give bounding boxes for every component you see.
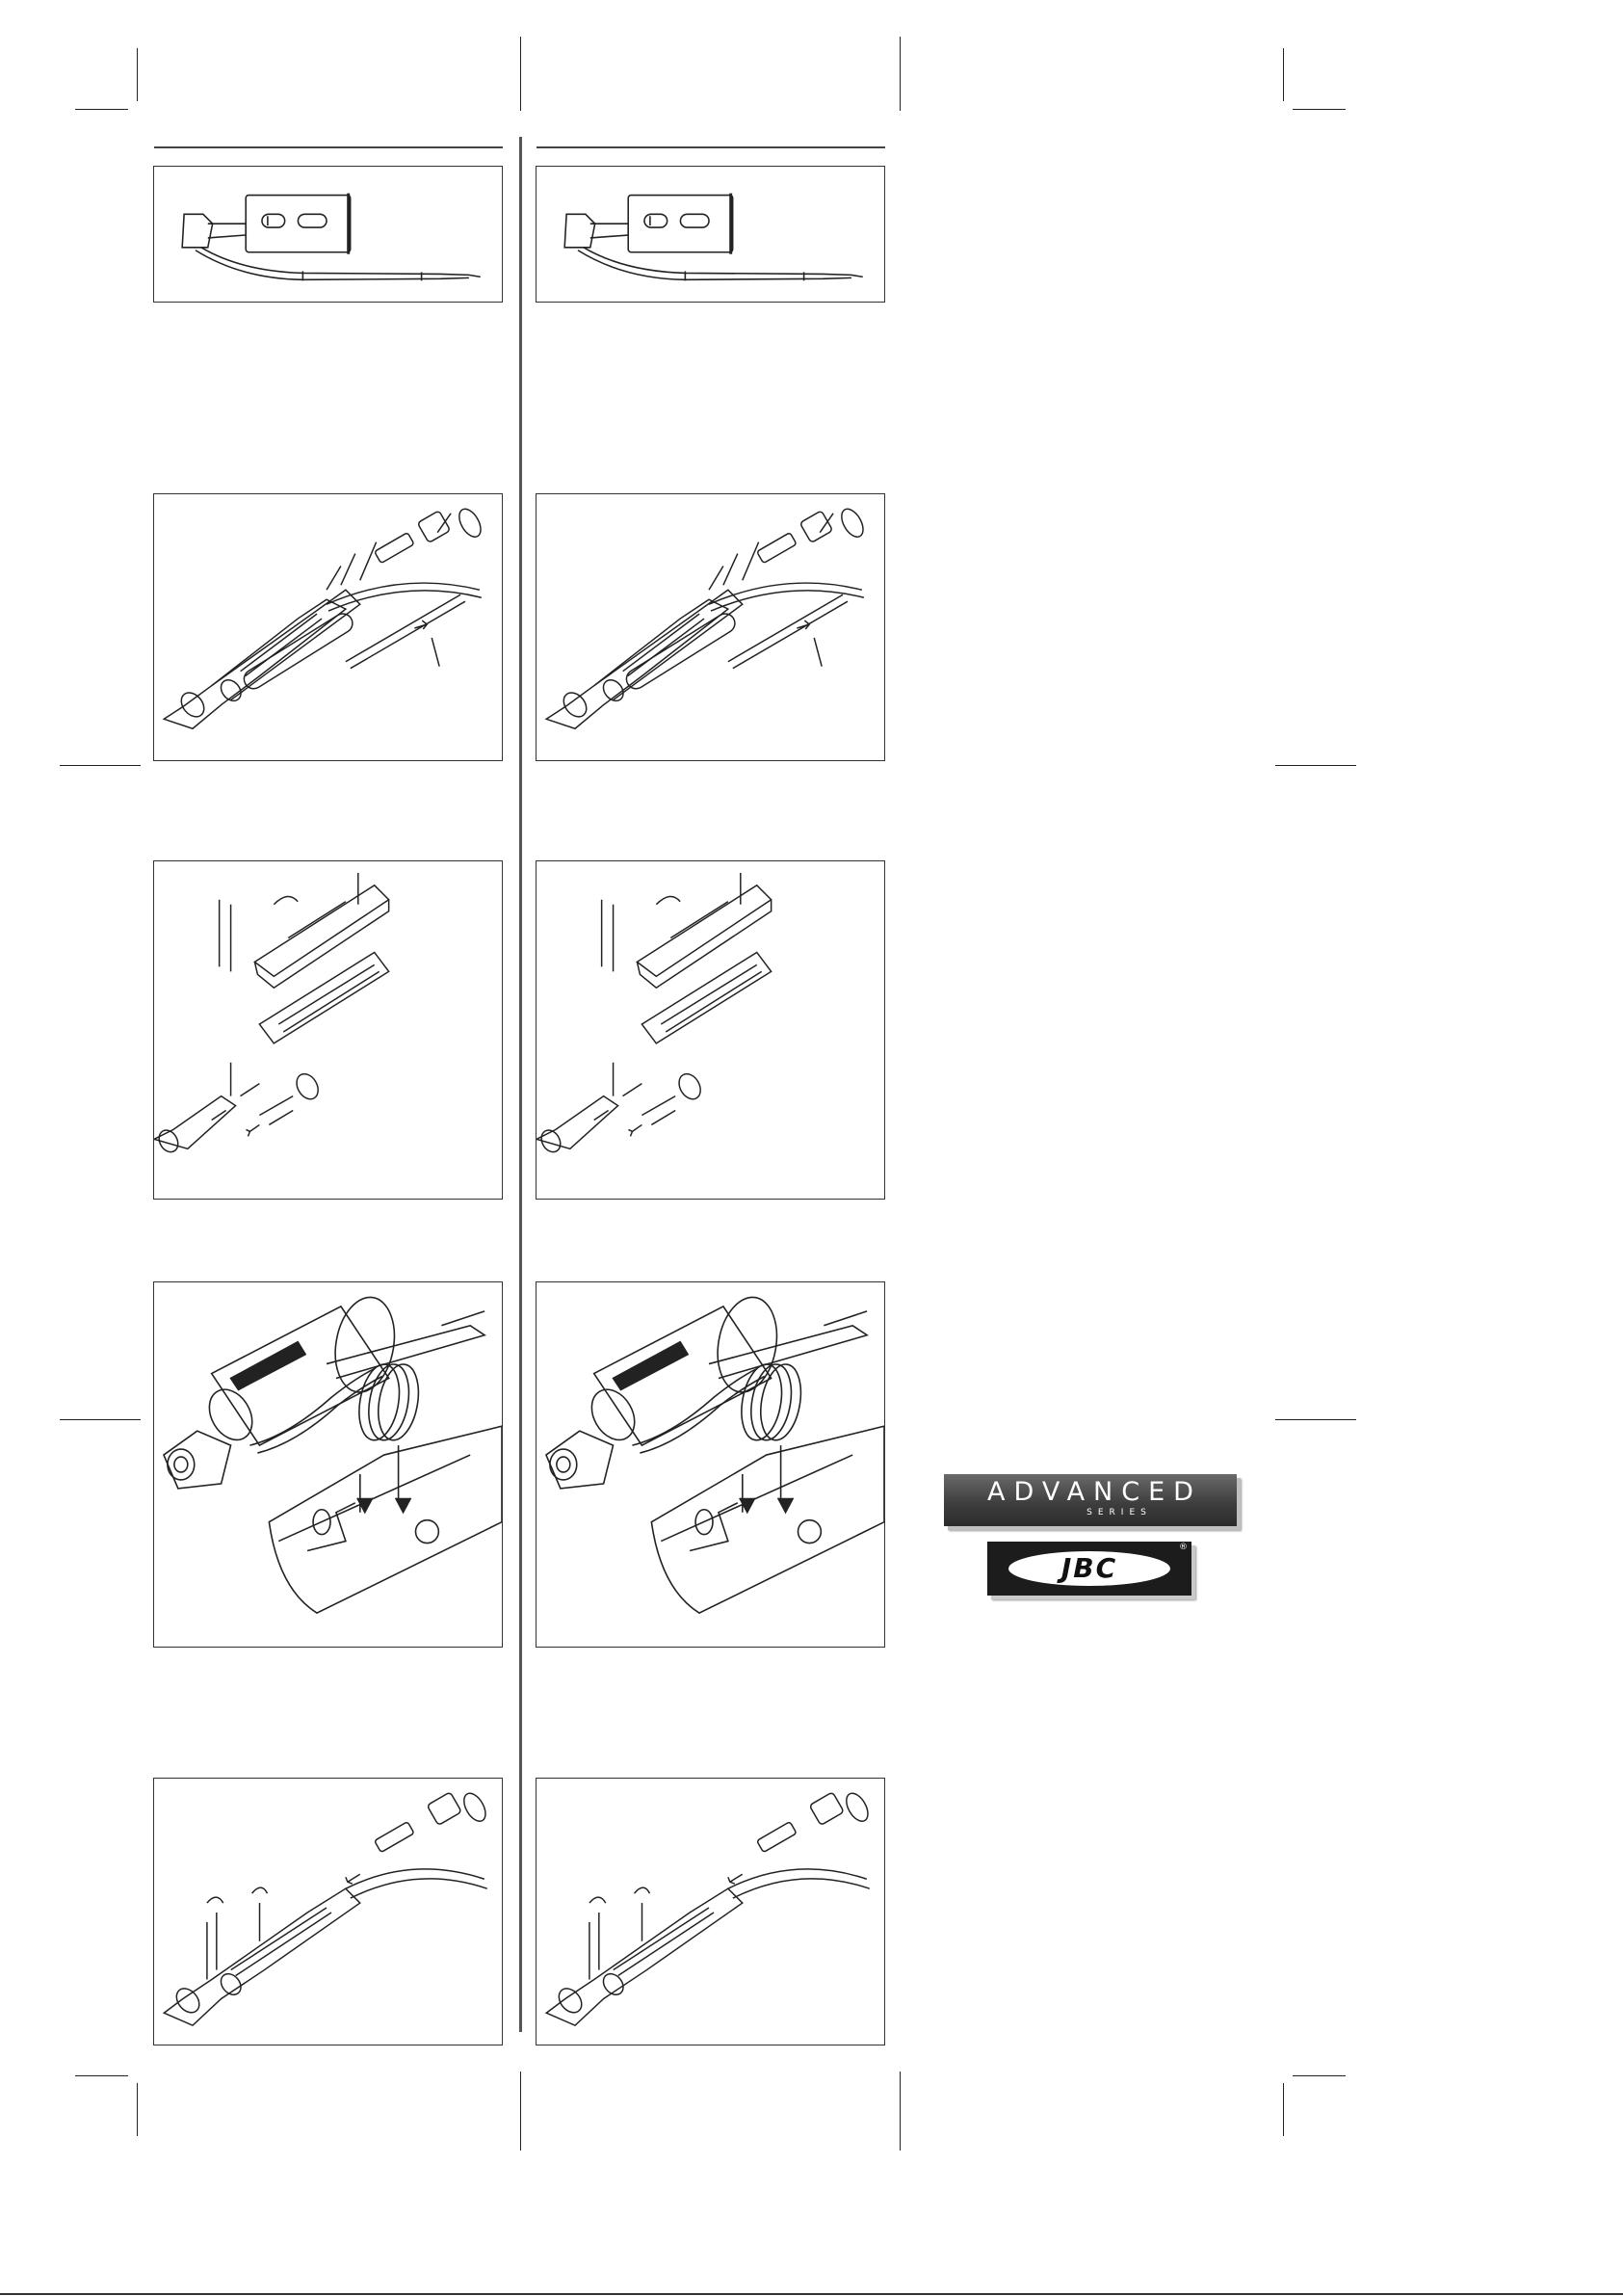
column-divider	[519, 137, 522, 2032]
reassembly-illustration	[537, 1779, 884, 2045]
cover-removal-illustration	[537, 861, 884, 1199]
crop-mark	[60, 1419, 141, 1420]
figure-reassembly	[153, 1778, 503, 2045]
crop-mark	[75, 109, 128, 110]
reassembly-illustration	[154, 1779, 502, 2045]
cover-removal-illustration	[154, 861, 502, 1199]
crop-mark	[1283, 48, 1284, 101]
series-logo-text: SERIES	[1086, 1508, 1152, 1517]
crop-mark	[1275, 1419, 1356, 1420]
figure-reassembly	[536, 1778, 885, 2045]
column-header-rule-left	[154, 146, 503, 148]
crop-mark	[137, 48, 138, 101]
crop-mark	[75, 2075, 128, 2076]
advanced-logo-text: ADVANCED	[987, 1477, 1202, 1507]
tip-exploded-illustration	[537, 494, 884, 760]
crop-mark	[1293, 109, 1346, 110]
page-bottom-rule	[0, 2293, 1623, 2295]
crop-mark	[1283, 2083, 1284, 2136]
figure-iron-overview	[536, 166, 885, 303]
crop-mark	[1293, 2075, 1346, 2076]
jbc-logo	[987, 1542, 1191, 1596]
figure-tip-exploded	[536, 493, 885, 761]
crop-mark	[520, 37, 521, 111]
heater-detail-illustration	[537, 1282, 884, 1647]
figure-cover-removal	[536, 860, 885, 1200]
crop-mark	[900, 37, 901, 111]
crop-mark	[900, 2072, 901, 2151]
registered-mark: ®	[1179, 1543, 1188, 1552]
figure-heater-detail	[153, 1281, 503, 1648]
figure-iron-overview	[153, 166, 503, 303]
jbc-logo-text: JBC	[1060, 1552, 1118, 1584]
advanced-series-logo	[944, 1474, 1237, 1526]
column-header-rule-right	[537, 146, 885, 148]
heater-detail-illustration	[154, 1282, 502, 1647]
crop-mark	[1275, 765, 1356, 766]
crop-mark	[520, 2072, 521, 2151]
crop-mark	[137, 2083, 138, 2136]
tip-exploded-illustration	[154, 494, 502, 760]
desoldering-iron-illustration	[537, 167, 884, 302]
figure-heater-detail	[536, 1281, 885, 1648]
figure-cover-removal	[153, 860, 503, 1200]
figure-tip-exploded	[153, 493, 503, 761]
desoldering-iron-illustration	[154, 167, 502, 302]
crop-mark	[60, 765, 141, 766]
